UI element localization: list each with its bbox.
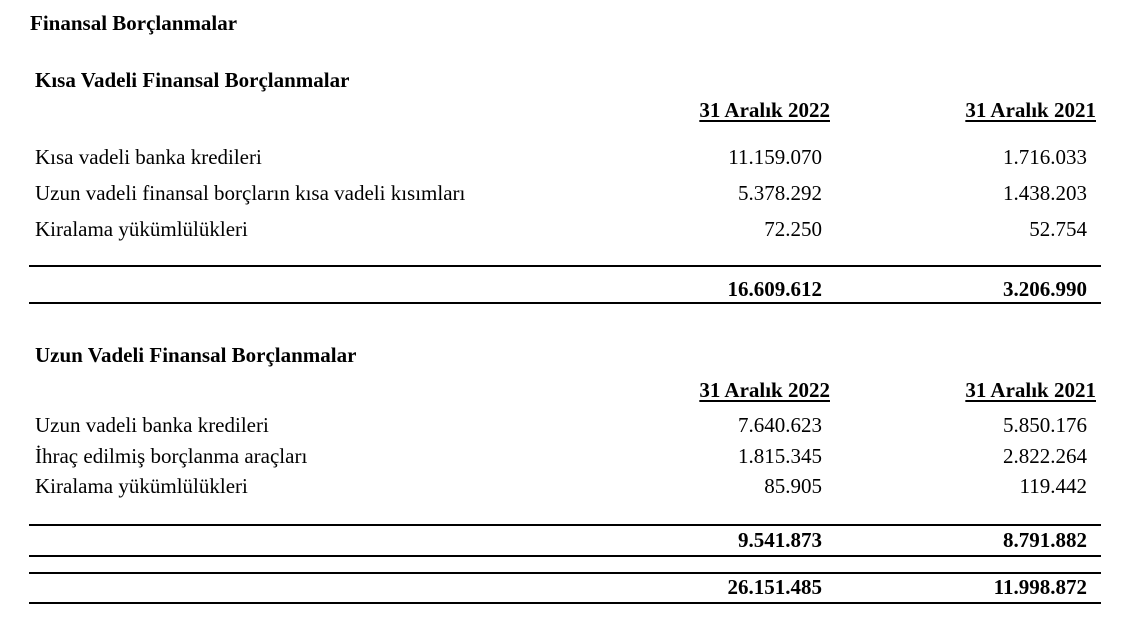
page-title: Finansal Borçlanmalar [30,11,238,35]
short-term-col-2022: 31 Aralık 2022 [699,98,830,122]
row-value-2022: 1.815.345 [738,444,822,468]
row-value-2021: 1.438.203 [1003,181,1087,205]
divider [29,602,1101,604]
short-term-total-2021: 3.206.990 [1003,277,1087,301]
short-term-total-2022: 16.609.612 [727,277,822,301]
row-value-2022: 11.159.070 [728,145,822,169]
row-value-2022: 72.250 [764,217,822,241]
row-label: Uzun vadeli banka kredileri [35,413,269,437]
row-label: Kısa vadeli banka kredileri [35,145,262,169]
row-value-2021: 2.822.264 [1003,444,1087,468]
long-term-heading: Uzun Vadeli Finansal Borçlanmalar [35,343,357,367]
divider [29,524,1101,526]
row-value-2021: 119.442 [1019,474,1087,498]
row-value-2021: 52.754 [1029,217,1087,241]
row-value-2021: 5.850.176 [1003,413,1087,437]
divider [29,302,1101,304]
row-value-2022: 5.378.292 [738,181,822,205]
row-value-2022: 7.640.623 [738,413,822,437]
long-term-total-2021: 8.791.882 [1003,528,1087,552]
row-value-2021: 1.716.033 [1003,145,1087,169]
row-label: İhraç edilmiş borçlanma araçları [35,444,308,468]
row-label: Kiralama yükümlülükleri [35,217,248,241]
row-label: Uzun vadeli finansal borçların kısa vadeli kısımları [35,181,466,205]
divider [29,555,1101,557]
grand-total-2021: 11.998.872 [993,575,1087,599]
long-term-col-2021: 31 Aralık 2021 [965,378,1096,402]
divider [29,572,1101,574]
short-term-col-2021: 31 Aralık 2021 [965,98,1096,122]
long-term-col-2022: 31 Aralık 2022 [699,378,830,402]
row-label: Kiralama yükümlülükleri [35,474,248,498]
divider [29,265,1101,267]
row-value-2022: 85.905 [764,474,822,498]
long-term-total-2022: 9.541.873 [738,528,822,552]
grand-total-2022: 26.151.485 [727,575,822,599]
short-term-heading: Kısa Vadeli Finansal Borçlanmalar [35,68,350,92]
